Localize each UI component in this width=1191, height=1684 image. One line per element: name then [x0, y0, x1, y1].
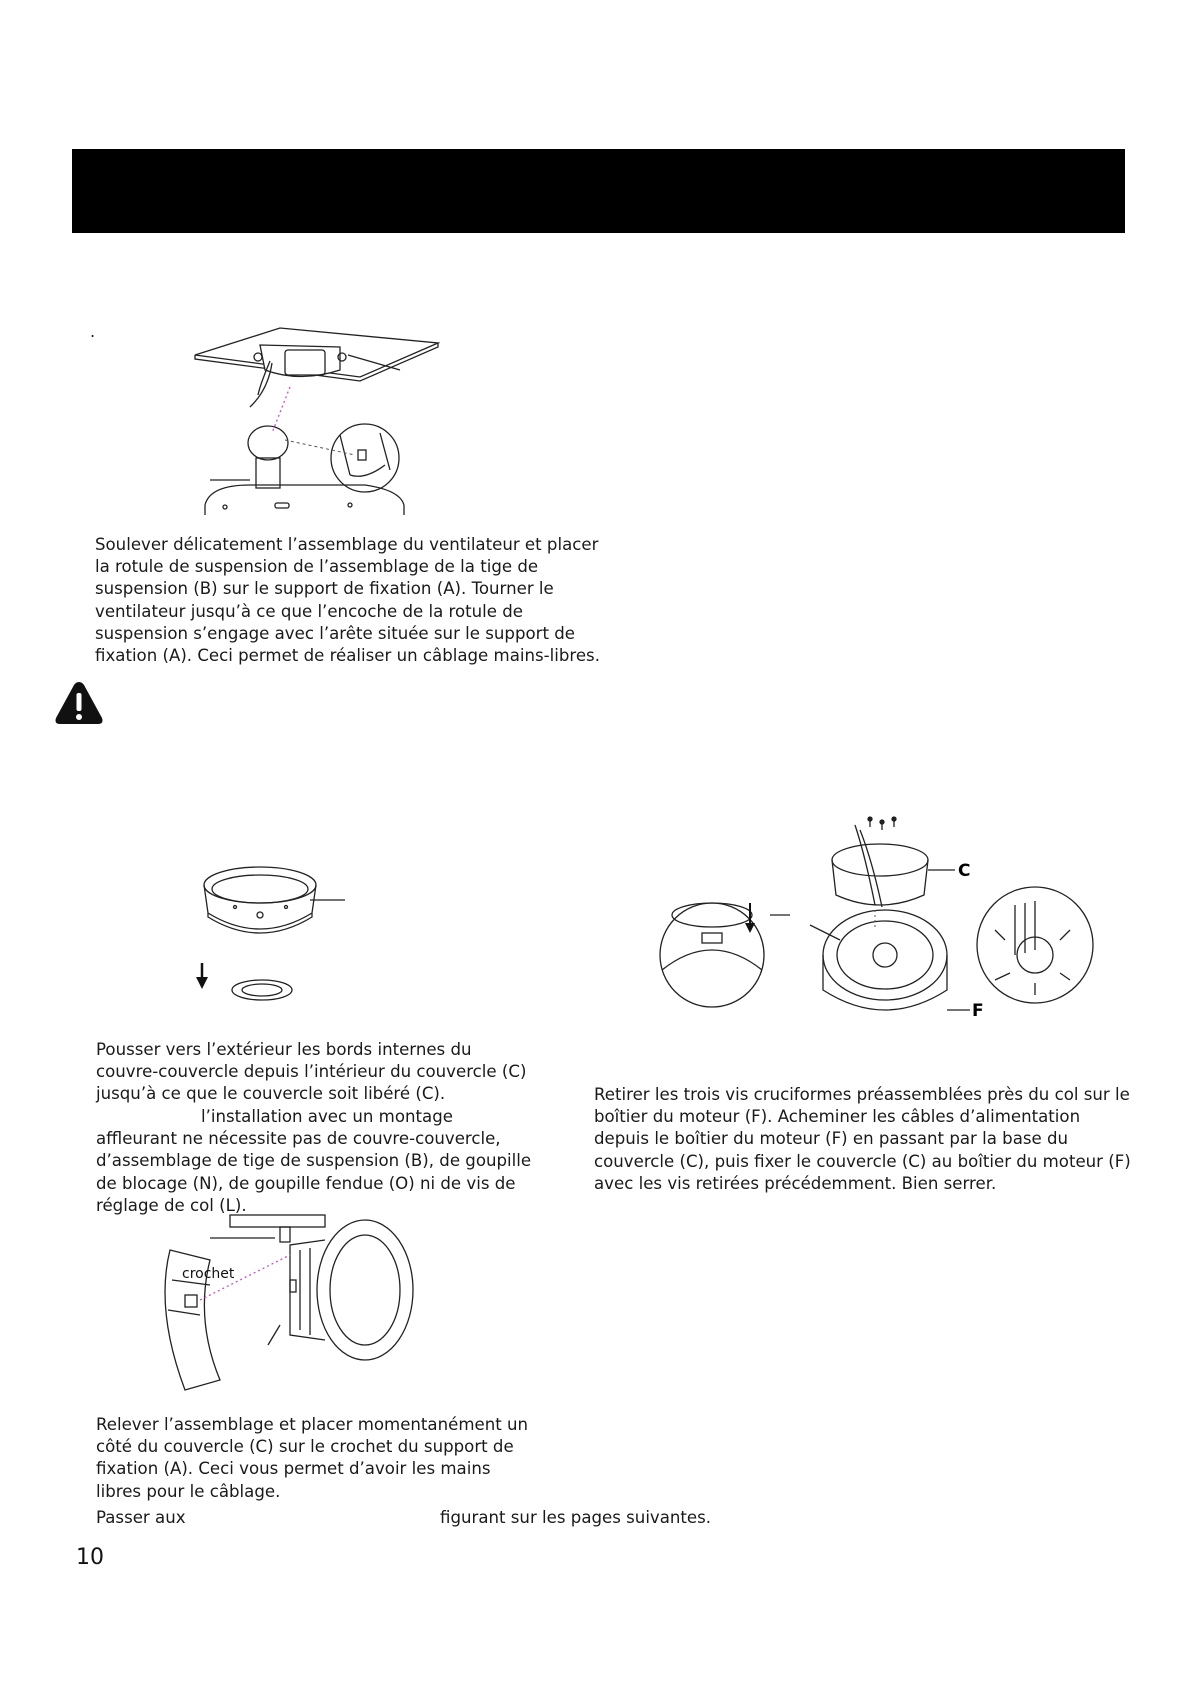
- bullet: .: [90, 322, 96, 341]
- canopy-cover-figure: [190, 855, 360, 1015]
- warning-icon: [54, 680, 104, 730]
- hook-instruction: Relever l’assemblage et placer momentanément un côté du couvercle (C) sur le crochet du support de fixation (A). Ceci vous permet d’avoir les mains libres pour le câblage.: [96, 1415, 529, 1501]
- motor-housing-figure: [650, 815, 1110, 1050]
- label-c: C: [958, 861, 971, 881]
- page-number: 10: [76, 1545, 104, 1570]
- next-step-suffix: figurant sur les pages suivantes.: [440, 1508, 712, 1527]
- label-f: F: [972, 1001, 984, 1021]
- hook-label: crochet: [182, 1266, 235, 1282]
- hanging-instruction: Soulever délicatement l’assemblage du ventilateur et placer la rotule de suspension de l’assemblage de la tige de suspension (B) sur le support de fixation (A). Tourner le ventilateur jusqu’à ce que l’encoche de la rotule de suspension s’engage avec l’arête située sur le support de fixation (A). Ceci permet de réaliser un câblage mains-libres.: [95, 535, 600, 666]
- next-step-prefix: Passer aux: [96, 1508, 186, 1527]
- canopy-hook-figure: [150, 1210, 420, 1400]
- cover-removal-instruction: Pousser vers l’extérieur les bords internes du couvre-couvercle depuis l’intérieur du couvercle (C) jusqu’à ce que le couvercle soit libéré (C).: [96, 1040, 527, 1104]
- motor-wiring-instruction: Retirer les trois vis cruciformes préassemblées près du col sur le boîtier du moteur (F). Acheminer les câbles d’alimentation depuis le boîtier du moteur (F) en passant par la base du couvercle (C), puis fixer le couvercle (C) au boîtier du moteur (F) avec les vis retirées précédemment. Bien serrer.: [594, 1085, 1131, 1193]
- hanging-ball-figure: [190, 325, 440, 525]
- section-header-banner: [72, 149, 1125, 233]
- flush-mount-note: l’installation avec un montage affleurant ne nécessite pas de couvre-couvercle, d’assemblage de tige de suspension (B), de goupille de blocage (N), de goupille fendue (O) ni de vis de réglage de col (L).: [96, 1107, 532, 1215]
